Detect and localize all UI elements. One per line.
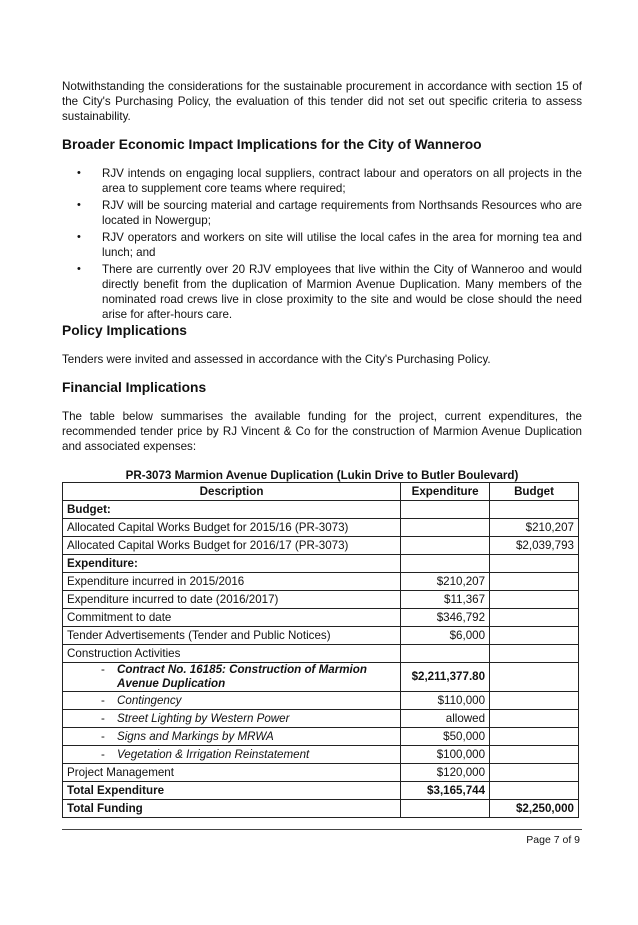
list-item: • There are currently over 20 RJV employees that live within the City of Wanneroo and would directly benefit from the duplication of Marmion Avenue Duplication. Many members of the nominated road crews live in close proximity to the site and would be close should the need arise for after-hours care. xyxy=(77,263,582,321)
row-expenditure xyxy=(401,537,490,555)
row-description: - Vegetation & Irrigation Reinstatement xyxy=(63,746,401,764)
table-row xyxy=(63,692,579,710)
row-budget xyxy=(490,591,579,609)
row-expenditure: $11,367 xyxy=(401,591,490,609)
table-row xyxy=(63,782,579,800)
row-description: Expenditure incurred to date (2016/2017) xyxy=(63,591,401,609)
row-description: Project Management xyxy=(63,764,401,782)
row-expenditure: $120,000 xyxy=(401,764,490,782)
row-description: Construction Activities xyxy=(63,645,401,663)
row-budget: $210,207 xyxy=(490,519,579,537)
table-row xyxy=(63,591,579,609)
table-row xyxy=(63,663,579,692)
table-row xyxy=(63,800,579,818)
row-budget xyxy=(490,782,579,800)
financial-paragraph: The table below summarises the available funding for the project, current expenditures, the recommended tender price by RJ Vincent & Co for the construction of Marmion Avenue Duplication and associated expenses: xyxy=(62,410,582,453)
row-expenditure: $2,211,377.80 xyxy=(401,663,490,692)
table-row xyxy=(63,519,579,537)
row-expenditure xyxy=(401,800,490,818)
row-budget xyxy=(490,501,579,519)
column-header-budget: Budget xyxy=(490,483,579,501)
row-expenditure xyxy=(401,501,490,519)
dash-marker: - xyxy=(101,693,105,707)
table-row xyxy=(63,728,579,746)
table-row xyxy=(63,645,579,663)
column-header-expenditure: Expenditure xyxy=(401,483,490,501)
row-description: Tender Advertisements (Tender and Public Notices) xyxy=(63,627,401,645)
row-description: Expenditure: xyxy=(63,555,401,573)
row-budget xyxy=(490,555,579,573)
row-budget xyxy=(490,746,579,764)
row-description: Expenditure incurred in 2015/2016 xyxy=(63,573,401,591)
intro-paragraph: Notwithstanding the considerations for the sustainable procurement in accordance with section 15 of the City's Purchasing Policy, the evaluation of this tender did not set out specific criteria to assess sustainability. xyxy=(62,80,582,123)
table-caption: PR-3073 Marmion Avenue Duplication (Lukin Drive to Butler Boulevard) xyxy=(125,469,519,482)
dash-marker: - xyxy=(101,747,105,761)
table-header-row xyxy=(63,483,579,501)
row-budget xyxy=(490,663,579,692)
row-budget xyxy=(490,609,579,627)
table-row xyxy=(63,710,579,728)
list-item: • RJV will be sourcing material and cartage requirements from Northsands Resources who are located in Nowergup; xyxy=(77,199,582,227)
row-expenditure: $346,792 xyxy=(401,609,490,627)
table-row xyxy=(63,746,579,764)
page-number: Page 7 of 9 xyxy=(526,834,580,846)
row-description: Commitment to date xyxy=(63,609,401,627)
row-budget xyxy=(490,710,579,728)
row-budget xyxy=(490,728,579,746)
row-budget: $2,039,793 xyxy=(490,537,579,555)
row-expenditure: $100,000 xyxy=(401,746,490,764)
row-description: - Street Lighting by Western Power xyxy=(63,710,401,728)
list-item: • RJV operators and workers on site will utilise the local cafes in the area for morning tea and lunch; and xyxy=(77,231,582,259)
policy-heading: Policy Implications xyxy=(62,323,187,338)
row-expenditure: allowed xyxy=(401,710,490,728)
row-expenditure: $3,165,744 xyxy=(401,782,490,800)
row-description: Budget: xyxy=(63,501,401,519)
budget-table xyxy=(62,482,579,818)
dash-marker: - xyxy=(101,729,105,743)
row-description: Total Funding xyxy=(63,800,401,818)
row-budget: $2,250,000 xyxy=(490,800,579,818)
economic-bullet-list xyxy=(62,166,582,324)
row-description: - Contingency xyxy=(63,692,401,710)
table-row xyxy=(63,537,579,555)
table-row xyxy=(63,555,579,573)
table-row xyxy=(63,501,579,519)
financial-heading: Financial Implications xyxy=(62,380,207,395)
row-description: Allocated Capital Works Budget for 2015/16 (PR-3073) xyxy=(63,519,401,537)
economic-heading: Broader Economic Impact Implications for the City of Wanneroo xyxy=(62,137,482,152)
row-description: Total Expenditure xyxy=(63,782,401,800)
bullet-icon: • xyxy=(77,231,81,243)
row-description: Allocated Capital Works Budget for 2016/17 (PR-3073) xyxy=(63,537,401,555)
row-description: - Contract No. 16185: Construction of Marmion Avenue Duplication xyxy=(63,663,401,692)
table-row xyxy=(63,609,579,627)
bullet-icon: • xyxy=(77,199,81,211)
row-budget xyxy=(490,573,579,591)
row-expenditure: $110,000 xyxy=(401,692,490,710)
table-row xyxy=(63,573,579,591)
dash-marker: - xyxy=(101,663,105,676)
table-row xyxy=(63,764,579,782)
row-budget xyxy=(490,764,579,782)
row-budget xyxy=(490,692,579,710)
footer-divider xyxy=(62,829,582,830)
bullet-icon: • xyxy=(77,167,81,179)
row-expenditure xyxy=(401,645,490,663)
dash-marker: - xyxy=(101,711,105,725)
row-expenditure: $50,000 xyxy=(401,728,490,746)
row-description: - Signs and Markings by MRWA xyxy=(63,728,401,746)
row-expenditure xyxy=(401,555,490,573)
row-budget xyxy=(490,645,579,663)
row-expenditure: $210,207 xyxy=(401,573,490,591)
row-expenditure xyxy=(401,519,490,537)
policy-paragraph: Tenders were invited and assessed in accordance with the City's Purchasing Policy. xyxy=(62,353,491,366)
row-expenditure: $6,000 xyxy=(401,627,490,645)
table-row xyxy=(63,627,579,645)
list-item: • RJV intends on engaging local suppliers, contract labour and operators on all projects in the area to supplement core teams where required; xyxy=(77,167,582,195)
column-header-description: Description xyxy=(63,483,401,501)
row-budget xyxy=(490,627,579,645)
bullet-icon: • xyxy=(77,263,81,275)
